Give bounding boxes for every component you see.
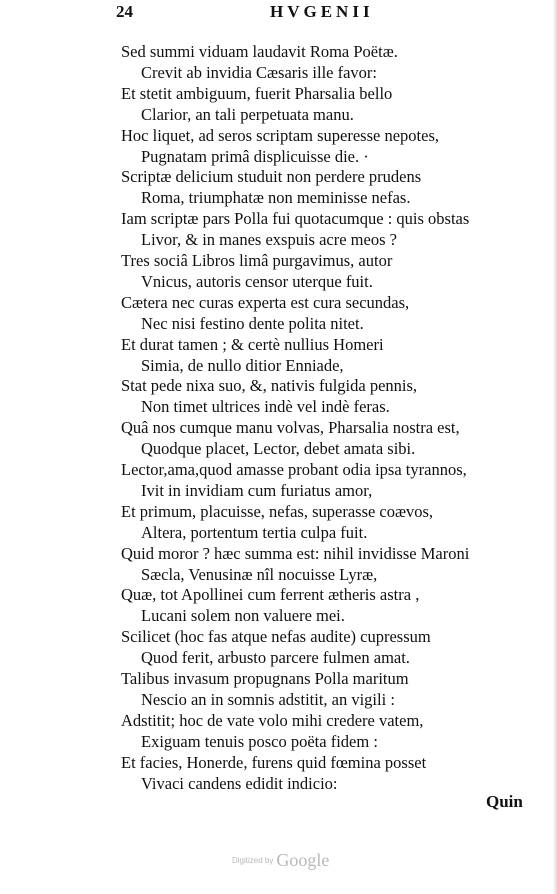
verse-line-indented: Pugnatam primâ displicuisse die. · (141, 146, 369, 166)
verse-line-indented: Sæcla, Venusinæ nîl nocuisse Lyræ, (141, 564, 378, 584)
page-header (116, 2, 537, 28)
verse-line-indented: Vnicus, autoris censor uterque fuit. (141, 271, 373, 291)
verse-line-indented: Lucani solem non valuere mei. (141, 606, 345, 626)
verse-line: Talibus invasum propugnans Polla maritum (121, 669, 409, 688)
verse-line: Et durat tamen ; & certè nullius Homeri (121, 334, 384, 354)
verse-line: Quid moror ? hæc summa est: nihil invidisse Maroni (121, 543, 470, 563)
verse-line-indented: Altera, portentum tertia culpa fuit. (141, 522, 368, 542)
verse-line: Quâ nos cumque manu volvas, Pharsalia nostra est, (121, 418, 460, 438)
verse-line: Et primum, placuisse, nefas, superasse coævos, (121, 501, 434, 521)
verse-line-indented: Quod ferit, arbusto parcere fulmen amat. (141, 648, 410, 668)
verse-line: Sed summi viduam laudavit Roma Poëtæ. (121, 42, 398, 61)
verse-line-indented: Roma, triumphatæ non meminisse nefas. (141, 188, 411, 208)
catchword: Quin (486, 792, 523, 811)
watermark-brand: Google (276, 850, 330, 870)
verse-line: Et stetit ambiguum, fuerit Pharsalia bello (121, 83, 393, 103)
verse-line-indented: Nescio an in somnis adstitit, an vigili : (141, 689, 395, 709)
watermark-prefix: Digitized by (232, 856, 274, 865)
verse-line: Adstitit; hoc de vate volo mihi credere vatem, (121, 710, 424, 730)
verse-line: Lector,ama,quod amasse probant odia ipsa tyrannos, (121, 460, 467, 479)
verse-line: Iam scriptæ pars Polla fui quotacumque : quis obstas (121, 209, 470, 229)
verse-line: Hoc liquet, ad seros scriptam superesse nepotes, (121, 125, 439, 145)
verse-line-indented: Simia, de nullo ditior Enniade, (141, 355, 344, 375)
verse-line: Stat pede nixa suo, &, nativis fulgida pennis, (121, 376, 418, 396)
verse-line: Scilicet (hoc fas atque nefas audite) cupressum (121, 627, 431, 647)
verse-line-indented: Nec nisi festino dente polita nitet. (141, 313, 364, 333)
verse-line: Tres sociâ Libros limâ purgavimus, autor (121, 251, 393, 270)
digitization-watermark (232, 850, 329, 871)
verse-line: Scriptæ delicium studuit non perdere prudens (121, 167, 422, 187)
verse-line: Cætera nec curas experta est cura secundas, (121, 292, 410, 312)
page-edge-shadow (553, 0, 557, 894)
verse-line-indented: Quodque placet, Lector, debet amata sibi. (141, 439, 416, 459)
verse-line-indented: Exiguam tenuis posco poëta fidem : (141, 731, 378, 751)
verse-line-indented: Clarior, an tali perpetuata manu. (141, 104, 354, 124)
verse-line-indented: Ivit in invidiam cum furiatus amor, (141, 480, 373, 500)
verse-line-indented: Livor, & in manes exspuis acre meos ? (141, 230, 397, 250)
running-head: HVGENII (270, 2, 374, 21)
verse-line-indented: Vivaci candens edidit indicio: (141, 773, 338, 793)
verse-line: Quæ, tot Apollinei cum ferrent ætheris astra , (121, 585, 420, 605)
page-number: 24 (116, 2, 133, 21)
verse-line-indented: Non timet ultrices indè vel indè feras. (141, 397, 390, 417)
verse-line-indented: Crevit ab invidia Cæsaris ille favor: (141, 62, 377, 82)
verse-line: Et facies, Honerde, furens quid fœmina posset (121, 752, 427, 772)
